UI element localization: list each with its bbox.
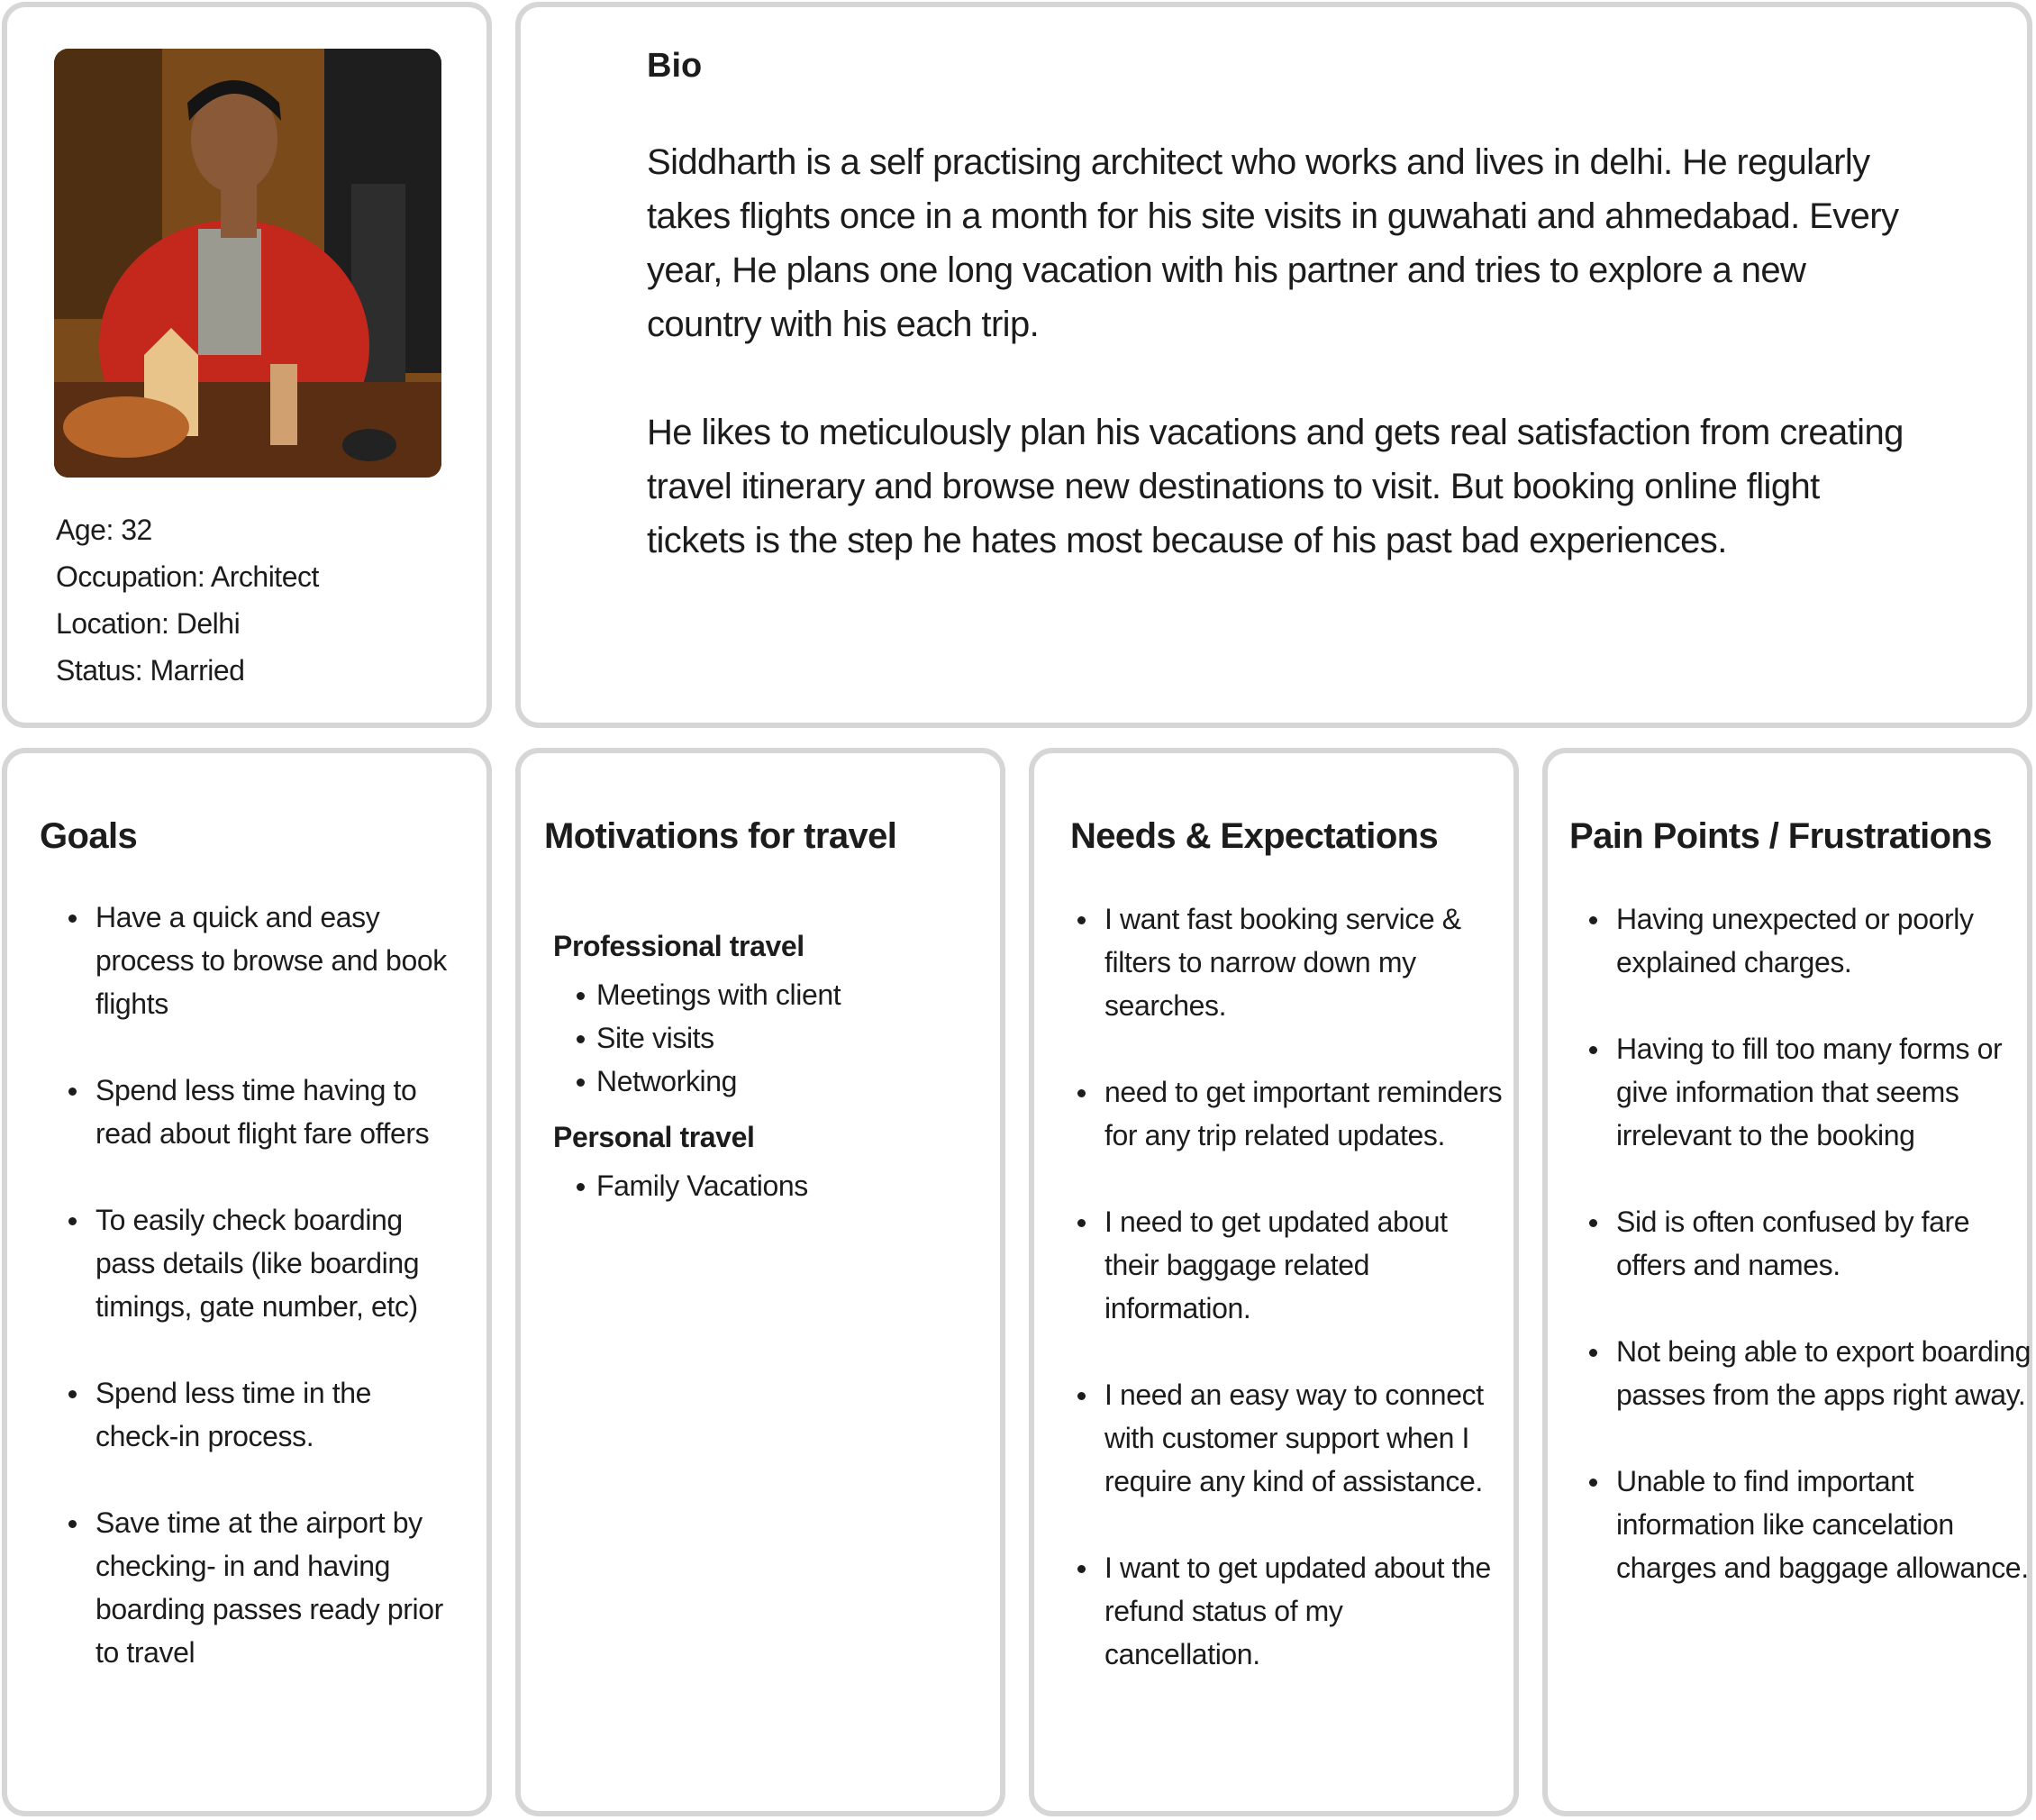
list-item: Having unexpected or poorly explained charges.: [1564, 897, 2036, 984]
list-item: Networking: [539, 1060, 989, 1103]
motivations-title: Motivations for travel: [544, 816, 897, 856]
goals-list: [43, 896, 458, 1717]
list-item: Have a quick and easy process to browse and book flights: [43, 896, 458, 1025]
profile-photo: [54, 49, 441, 478]
fact-age: Age: 32: [56, 514, 152, 546]
list-item: Site visits: [539, 1016, 989, 1060]
list-item: Save time at the airport by checking- in and having boarding passes ready prior to travel: [43, 1501, 458, 1674]
list-item: Unable to find important information like cancelation charges and baggage allowance.: [1564, 1460, 2036, 1589]
needs-title: Needs & Expectations: [1070, 816, 1439, 856]
goals-title: Goals: [40, 816, 138, 856]
list-item: Spend less time in the check-in process.: [43, 1371, 458, 1458]
profile-card: [2, 2, 492, 728]
list-item: Family Vacations: [539, 1164, 989, 1207]
list-item: I need an easy way to connect with customer support when I require any kind of assistance.: [1052, 1373, 1503, 1503]
pain-points-list: [1564, 897, 2036, 1633]
personal-travel-list: [539, 1164, 989, 1207]
bio-paragraph: He likes to meticulously plan his vacations and gets real satisfaction from creating travel itinerary and browse new destinations to visit. But booking online flight tickets is the step he hates most because of his past bad experiences.: [647, 413, 1904, 560]
motivations-card: [515, 748, 1005, 1816]
list-item: I want fast booking service & filters to narrow down my searches.: [1052, 897, 1503, 1027]
personal-travel-heading: Personal travel: [553, 1121, 755, 1153]
professional-travel-list: [539, 973, 989, 1103]
list-item: I want to get updated about the refund status of my cancellation.: [1052, 1546, 1503, 1676]
bio-card: [515, 2, 2032, 728]
list-item: Spend less time having to read about flight fare offers: [43, 1069, 458, 1155]
list-item: Having to fill too many forms or give information that seems irrelevant to the booking: [1564, 1027, 2036, 1157]
profile-facts: [56, 506, 319, 694]
needs-list: [1052, 897, 1503, 1719]
list-item: Not being able to export boarding passes from the apps right away.: [1564, 1330, 2036, 1416]
fact-location: Location: Delhi: [56, 607, 241, 640]
bio-paragraph: Siddharth is a self practising architect who works and lives in delhi. He regularly takes flights once in a month for his site visits in guwahati and ahmedabad. Every year, He plans one long vacation with his partner and tries to explore a new country with his each trip.: [647, 142, 1899, 344]
list-item: I need to get updated about their baggage related information.: [1052, 1200, 1503, 1330]
goals-card: [2, 748, 492, 1816]
pain-points-card: [1542, 748, 2032, 1816]
fact-occupation: Occupation: Architect: [56, 560, 319, 593]
list-item: Sid is often confused by fare offers and names.: [1564, 1200, 2036, 1287]
pain-points-title: Pain Points / Frustrations: [1569, 816, 1992, 856]
list-item: To easily check boarding pass details (like boarding timings, gate number, etc): [43, 1198, 458, 1328]
fact-status: Status: Married: [56, 654, 245, 687]
needs-card: [1029, 748, 1519, 1816]
professional-travel-heading: Professional travel: [553, 930, 804, 962]
bio-title: Bio: [647, 47, 703, 85]
list-item: Meetings with client: [539, 973, 989, 1016]
list-item: need to get important reminders for any trip related updates.: [1052, 1070, 1503, 1157]
